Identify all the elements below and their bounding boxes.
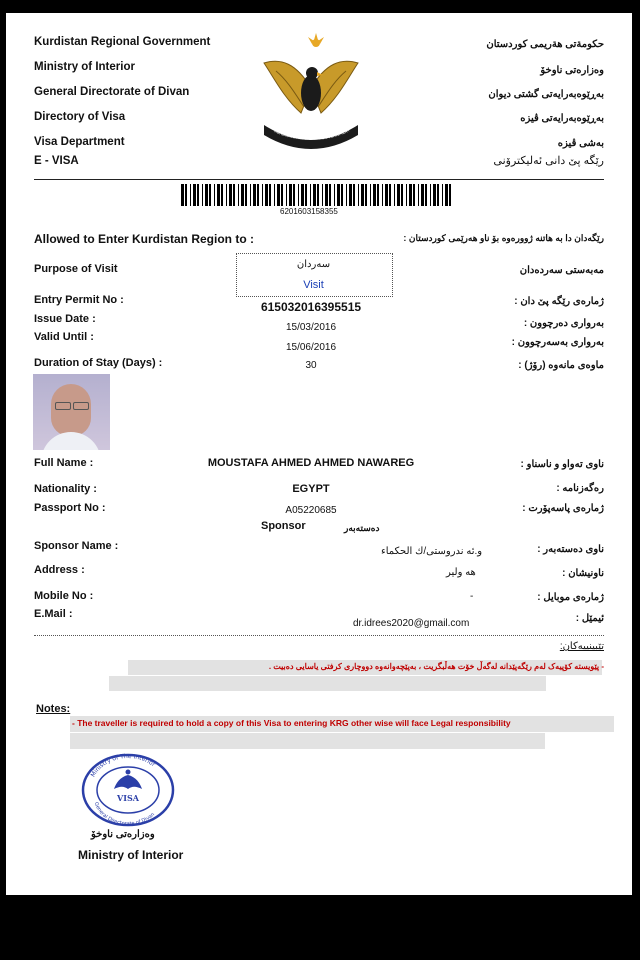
allowed-label-ku: رێگەدان دا بە هاتنە ژوورەوە بۆ ناو هەرێمی کوردستان : — [403, 233, 604, 243]
barcode-bar — [394, 184, 395, 206]
fullname-label: Full Name : — [34, 457, 94, 469]
barcode-bar — [202, 184, 203, 206]
barcode-bar — [197, 184, 199, 206]
allowed-label-en: Allowed to Enter Kurdistan Region to : — [34, 232, 254, 246]
barcode-bar — [262, 184, 263, 206]
barcode-bar — [430, 184, 431, 206]
barcode-bar — [317, 184, 319, 206]
address-value: هه ولير — [446, 567, 476, 578]
valid-label-ku: بەرواری بەسەرچوون : — [511, 337, 604, 348]
barcode-bar — [269, 184, 271, 206]
purpose-label-ku: مەبەستی سەردەدان — [519, 265, 604, 276]
barcode-bar — [373, 184, 376, 206]
passport-photo — [33, 374, 110, 450]
barcode-bar — [286, 184, 287, 206]
mobile-label-ku: ژمارەی موبایل : — [537, 592, 604, 603]
barcode-number: 6201603158355 — [280, 207, 338, 216]
notes-heading-en: Notes: — [36, 703, 71, 715]
duration-value: 30 — [305, 360, 317, 371]
barcode — [181, 184, 451, 206]
sponsor-heading-en: Sponsor — [261, 520, 306, 532]
barcode-bar — [349, 184, 352, 206]
address-label: Address : — [34, 564, 85, 576]
notes-ku-bar-2 — [109, 676, 546, 691]
header-ku-line-6: رێگە پێ دانی ئەلیکترۆنی — [493, 155, 604, 167]
barcode-bar — [277, 184, 280, 206]
header-divider — [34, 179, 604, 180]
header-en-line-6: E - VISA — [34, 155, 79, 167]
barcode-bar — [337, 184, 340, 206]
barcode-bar — [281, 184, 283, 206]
krg-emblem-icon — [256, 33, 366, 158]
barcode-bar — [401, 184, 403, 206]
header-ku-line-2: وەزارەتی ناوخۆ — [540, 65, 604, 76]
barcode-bar — [361, 184, 364, 206]
barcode-bar — [313, 184, 316, 206]
barcode-bar — [241, 184, 244, 206]
barcode-bar — [425, 184, 427, 206]
barcode-bar — [421, 184, 424, 206]
barcode-bar — [233, 184, 235, 206]
mobile-label: Mobile No : — [34, 590, 94, 602]
header-en-line-1: Kurdistan Regional Government — [34, 36, 211, 48]
purpose-label: Purpose of Visit — [34, 263, 118, 275]
barcode-bar — [377, 184, 379, 206]
permit-label-ku: ژمارەی رێگە پێ دان : — [514, 296, 604, 307]
duration-label: Duration of Stay (Days) : — [34, 357, 163, 369]
notes-en-text: - The traveller is required to hold a copy of this Visa to entering KRG other wise will face Legal responsibility — [72, 718, 511, 728]
header-en-line-4: Directory of Visa — [34, 111, 126, 123]
duration-label-ku: ماوەی مانەوە (رۆژ) : — [518, 360, 604, 371]
stamp-caption-en: Ministry of Interior — [78, 848, 184, 862]
barcode-bar — [445, 184, 448, 206]
barcode-bar — [274, 184, 275, 206]
stamp-ring-text-bottom: General Directorate of Divan — [92, 801, 156, 827]
barcode-bar — [449, 184, 451, 206]
issue-value: 15/03/2016 — [285, 322, 337, 333]
barcode-bar — [406, 184, 407, 206]
barcode-bar — [298, 184, 299, 206]
barcode-bar — [413, 184, 415, 206]
barcode-bar — [358, 184, 359, 206]
barcode-bar — [325, 184, 328, 206]
sponsor-heading-ku: دەستەبەر — [344, 523, 380, 533]
purpose-value-en: Visit — [303, 279, 324, 291]
header-ku-line-3: بەڕێوەبەرایەتی گشتی دیوان — [488, 89, 604, 100]
notes-en-bar-2 — [70, 733, 545, 749]
barcode-bar — [385, 184, 388, 206]
barcode-bar — [437, 184, 439, 206]
emblem-ring-text: KURDISTAN REGIONAL GOVERNMENT — [273, 127, 351, 141]
barcode-bar — [265, 184, 268, 206]
notes-ku-text: - پێویستە کۆپیەک لەم رێگەپێدانە لەگەڵ خۆت هەڵبگریت ، بەپێچەوانەوە دووچاری کرفتی یاسایی دەبیت . — [268, 662, 604, 671]
barcode-bar — [433, 184, 436, 206]
barcode-bar — [365, 184, 367, 206]
barcode-bar — [322, 184, 323, 206]
header-ku-line-1: حكومةتى هةريمى كوردستان — [486, 39, 604, 50]
barcode-bar — [193, 184, 196, 206]
address-label-ku: ناونیشان : — [562, 568, 604, 579]
barcode-bar — [217, 184, 220, 206]
barcode-bar — [250, 184, 251, 206]
barcode-bar — [301, 184, 304, 206]
valid-value: 15/06/2016 — [285, 342, 337, 353]
barcode-bar — [418, 184, 419, 206]
fullname-value: MOUSTAFA AHMED AHMED NAWAREG — [207, 457, 415, 469]
header-en-line-2: Ministry of Interior — [34, 61, 135, 73]
permit-value: 615032016395515 — [260, 300, 362, 314]
barcode-bar — [389, 184, 391, 206]
barcode-bar — [226, 184, 227, 206]
sponsor-name-label: Sponsor Name : — [34, 540, 119, 552]
passport-value: A05220685 — [285, 505, 337, 516]
sponsor-name-value: و.ئه ندروستی/ك الحكماء — [381, 546, 483, 557]
barcode-bar — [289, 184, 292, 206]
header-ku-line-5: بەشی ڤیزە — [557, 138, 604, 149]
notes-heading-ku: تێبینییەکان: — [559, 641, 604, 652]
barcode-bar — [209, 184, 211, 206]
barcode-bar — [245, 184, 247, 206]
barcode-bar — [205, 184, 208, 206]
barcode-bar — [382, 184, 383, 206]
stamp-caption-ku: وەزارەتی ناوخۆ — [91, 829, 155, 840]
barcode-bar — [346, 184, 347, 206]
barcode-bar — [409, 184, 412, 206]
fullname-label-ku: ناوی تەواو و ناسناو : — [520, 459, 604, 470]
barcode-bar — [257, 184, 259, 206]
ministry-stamp-icon — [80, 753, 176, 827]
header-en-line-5: Visa Department — [34, 136, 125, 148]
barcode-bar — [190, 184, 191, 206]
email-label: E.Mail : — [34, 608, 73, 620]
header-en-line-3: General Directorate of Divan — [34, 86, 190, 98]
valid-label: Valid Until : — [34, 331, 94, 343]
permit-label: Entry Permit No : — [34, 294, 124, 306]
barcode-bar — [253, 184, 256, 206]
passport-label-ku: ژمارەی پاسەپۆرت : — [522, 503, 604, 514]
barcode-bar — [397, 184, 400, 206]
fields-divider — [34, 635, 604, 636]
header-ku-line-4: بەڕێوەبەرایەتی ڤیزە — [520, 113, 604, 124]
barcode-bar — [353, 184, 355, 206]
barcode-bar — [229, 184, 232, 206]
passport-label: Passport No : — [34, 502, 106, 514]
barcode-bar — [305, 184, 307, 206]
barcode-bar — [293, 184, 295, 206]
barcode-bar — [221, 184, 223, 206]
barcode-bar — [442, 184, 443, 206]
nationality-label: Nationality : — [34, 483, 97, 495]
stamp-ring-text: Ministry of The Interior — [89, 753, 157, 779]
barcode-bar — [214, 184, 215, 206]
barcode-bar — [238, 184, 239, 206]
issue-label: Issue Date : — [34, 313, 96, 325]
email-value: dr.idrees2020@gmail.com — [353, 618, 470, 629]
nationality-value: EGYPT — [292, 483, 330, 495]
issue-label-ku: بەرواری دەرچوون : — [523, 318, 604, 329]
nationality-label-ku: رەگەزنامە : — [556, 483, 604, 494]
stamp-inner-text: VISA — [117, 793, 139, 803]
barcode-bar — [341, 184, 343, 206]
barcode-bar — [310, 184, 311, 206]
barcode-bar — [181, 184, 184, 206]
email-label-ku: ئیمێل : — [575, 613, 604, 624]
mobile-value: - — [470, 591, 474, 602]
barcode-bar — [370, 184, 371, 206]
barcode-bar — [329, 184, 331, 206]
barcode-bar — [334, 184, 335, 206]
sponsor-name-label-ku: ناوی دەستەبەر : — [537, 544, 604, 555]
barcode-bar — [185, 184, 187, 206]
visa-document — [6, 13, 632, 895]
purpose-value-ku: سەردان — [296, 259, 331, 270]
